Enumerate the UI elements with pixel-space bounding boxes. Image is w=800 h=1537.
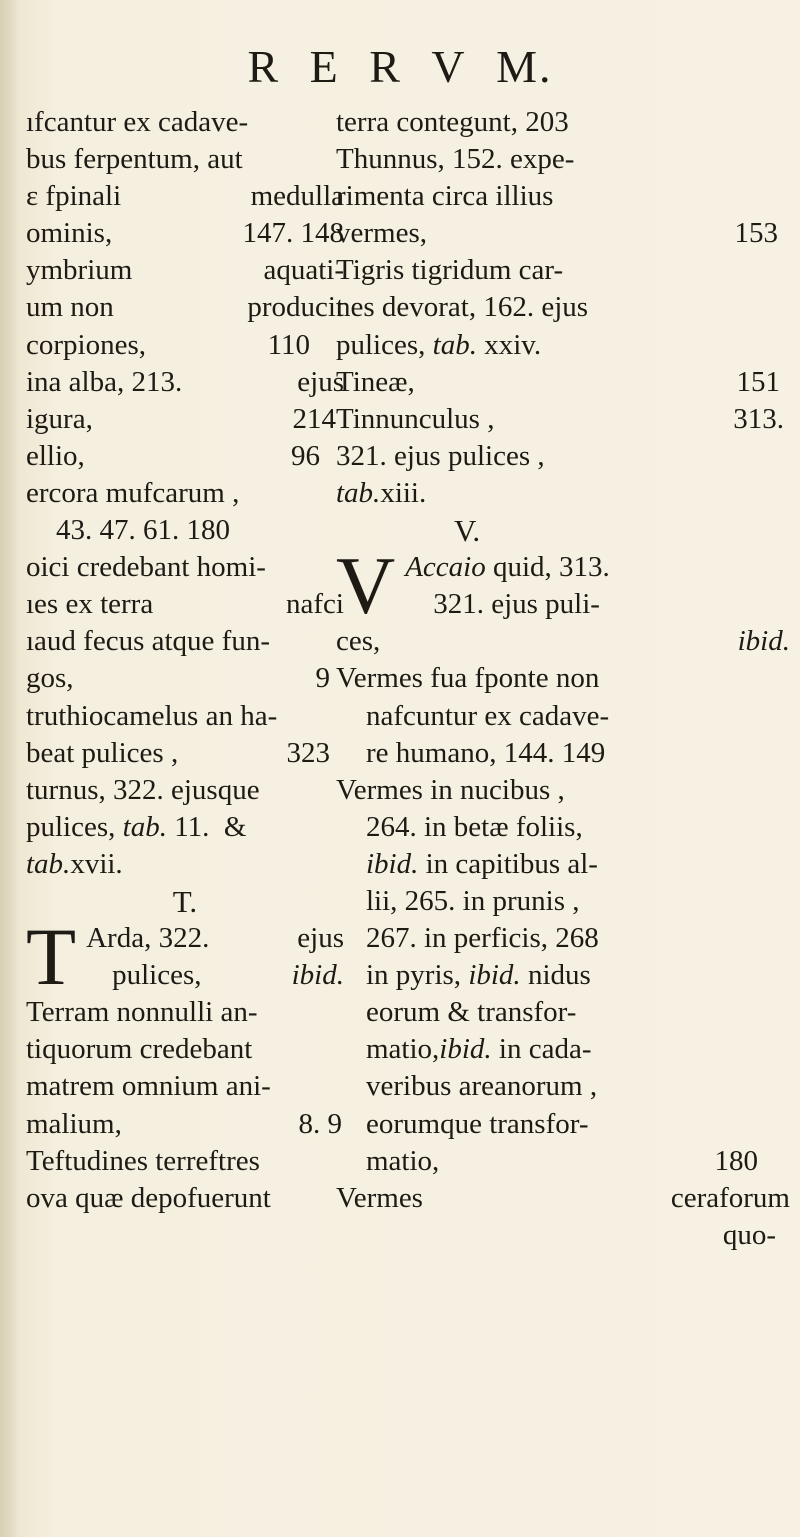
index-line bbox=[336, 1031, 794, 1068]
page-ref: 313. bbox=[733, 402, 784, 435]
index-line bbox=[336, 846, 794, 883]
index-text: 321. ejus puli- bbox=[433, 588, 600, 621]
table-number: xxiv. bbox=[484, 328, 542, 361]
index-text: Teftudines terreftres bbox=[26, 1144, 260, 1177]
index-column-left bbox=[26, 104, 344, 1217]
index-line bbox=[405, 586, 794, 623]
page-ref: 43. 47. 61. 180 bbox=[56, 514, 230, 547]
index-text: ina alba, 213. bbox=[26, 365, 183, 398]
index-text: quid, 313. bbox=[492, 551, 610, 584]
ibid-ref: ibid. bbox=[439, 1033, 492, 1066]
index-line bbox=[26, 1031, 344, 1068]
index-text: matio, bbox=[366, 1033, 440, 1066]
index-line bbox=[336, 141, 794, 178]
table-number: xvii. bbox=[70, 847, 123, 880]
index-line bbox=[336, 1180, 794, 1217]
index-line bbox=[26, 289, 344, 326]
index-text: ova quæ depofuerunt bbox=[26, 1181, 271, 1214]
index-text: aquati- bbox=[263, 254, 344, 287]
index-line bbox=[26, 104, 344, 141]
index-line bbox=[336, 920, 794, 957]
index-text: eorumque transfor- bbox=[366, 1107, 589, 1140]
index-text: pulices, bbox=[336, 328, 426, 361]
catchword-text: quo- bbox=[722, 1218, 776, 1251]
index-text: nes devorat, 162. ejus bbox=[336, 291, 589, 324]
index-text: oici credebant homi- bbox=[26, 551, 266, 584]
index-line bbox=[336, 735, 794, 772]
index-line bbox=[26, 252, 344, 289]
index-text: vermes, bbox=[336, 217, 427, 250]
index-line bbox=[26, 438, 344, 475]
index-text: eorum & transfor- bbox=[366, 996, 577, 1029]
index-text: veribus areanorum , bbox=[366, 1070, 598, 1103]
page-ref: 180 bbox=[714, 1144, 758, 1177]
index-text: matrem omnium ani- bbox=[26, 1070, 271, 1103]
index-text: in cada- bbox=[498, 1033, 592, 1066]
index-line bbox=[86, 920, 344, 957]
index-text: corpiones, bbox=[26, 328, 146, 361]
section-heading: V. bbox=[454, 513, 481, 549]
header-letter: R bbox=[247, 41, 281, 92]
table-ref: tab. bbox=[122, 810, 167, 843]
table-number: 11. bbox=[174, 810, 210, 843]
index-line bbox=[405, 549, 794, 586]
index-line bbox=[336, 252, 794, 289]
index-text: ıfcantur ex cadave- bbox=[26, 106, 249, 138]
index-text: Vermes bbox=[336, 1181, 423, 1214]
index-column-right bbox=[336, 104, 794, 1254]
page-ref: 96 bbox=[291, 439, 320, 472]
index-text: nafcuntur ex cadave- bbox=[366, 699, 610, 732]
index-line bbox=[26, 475, 344, 512]
index-text: in capitibus al- bbox=[425, 847, 598, 880]
index-line bbox=[26, 1143, 344, 1180]
index-text: medulla bbox=[250, 180, 344, 213]
index-line bbox=[336, 1068, 794, 1105]
ibid-ref: ibid. bbox=[291, 959, 344, 992]
index-text: matio, bbox=[366, 1144, 440, 1177]
index-line bbox=[336, 883, 794, 920]
index-text: turnus, 322. ejusque bbox=[26, 773, 260, 806]
index-text: Accaio bbox=[405, 551, 486, 584]
index-text: lii, 265. in prunis , bbox=[366, 884, 580, 917]
section-letter bbox=[336, 512, 794, 549]
index-line bbox=[26, 401, 344, 438]
index-line bbox=[26, 698, 344, 735]
index-line bbox=[26, 1180, 344, 1217]
page-ref: 8. 9 bbox=[298, 1107, 342, 1140]
table-number: xiii. bbox=[380, 476, 427, 509]
index-text: tiquorum credebant bbox=[26, 1033, 253, 1066]
index-line bbox=[336, 475, 794, 512]
index-line bbox=[336, 289, 794, 326]
index-text: ercora mufcarum , bbox=[26, 476, 240, 509]
index-line bbox=[26, 623, 344, 660]
index-line bbox=[26, 549, 344, 586]
header-letter: V bbox=[431, 41, 467, 92]
index-text: ellio, bbox=[26, 439, 85, 472]
dropcap-entry bbox=[336, 540, 794, 632]
index-line bbox=[26, 512, 344, 549]
index-text: ɛ fpinali bbox=[26, 180, 122, 213]
running-header bbox=[0, 40, 800, 93]
index-line bbox=[336, 215, 794, 252]
index-line bbox=[26, 660, 344, 697]
page-ref: 214 bbox=[292, 402, 336, 435]
index-text: nafci bbox=[286, 588, 344, 621]
index-text: ceraforum bbox=[670, 1181, 790, 1214]
index-line bbox=[336, 623, 794, 660]
index-text: nidus bbox=[527, 959, 591, 992]
page-gutter bbox=[0, 0, 18, 1537]
index-line bbox=[336, 178, 794, 215]
index-text: rimenta circa illius bbox=[336, 180, 554, 213]
index-line bbox=[336, 327, 794, 364]
index-text: malium, bbox=[26, 1107, 122, 1140]
index-line bbox=[336, 698, 794, 735]
ibid-ref: ibid. bbox=[366, 847, 419, 880]
index-line bbox=[26, 1068, 344, 1105]
index-text: Vermes fua fponte non bbox=[336, 662, 600, 695]
section-heading: T. bbox=[172, 883, 198, 919]
index-line bbox=[336, 1143, 794, 1180]
page-ref: 110 bbox=[267, 328, 310, 361]
index-line bbox=[26, 178, 344, 215]
index-text: 267. in perficis, 268 bbox=[366, 922, 599, 955]
index-text: Vermes in nucibus , bbox=[336, 773, 565, 806]
index-line bbox=[336, 957, 794, 994]
index-line bbox=[336, 994, 794, 1031]
index-line bbox=[336, 772, 794, 809]
index-line bbox=[336, 660, 794, 697]
index-line bbox=[26, 735, 344, 772]
index-text: ymbrium bbox=[26, 254, 133, 287]
index-text: ıaud fecus atque fun- bbox=[26, 625, 270, 658]
page-ref: 151 bbox=[736, 365, 780, 398]
dropcap-entry bbox=[26, 911, 344, 1003]
index-line bbox=[336, 401, 794, 438]
index-text: Arda, 322. bbox=[86, 922, 210, 955]
index-text: ıes ex terra bbox=[26, 588, 154, 621]
header-letter: E bbox=[309, 41, 340, 92]
table-ref: tab. bbox=[26, 847, 71, 880]
index-text: Tigris tigridum car- bbox=[336, 254, 564, 287]
page-ref: 323 bbox=[286, 736, 330, 769]
index-text: pulices, bbox=[26, 810, 116, 843]
index-text: beat pulices , bbox=[26, 736, 179, 769]
index-line bbox=[26, 364, 344, 401]
index-text: producit bbox=[247, 291, 344, 324]
index-text: gos, bbox=[26, 662, 74, 695]
index-line bbox=[336, 438, 794, 475]
index-text: Tinnunculus , bbox=[336, 402, 495, 435]
index-line bbox=[336, 104, 794, 141]
index-line bbox=[336, 364, 794, 401]
ampersand: & bbox=[223, 810, 247, 843]
index-text: 264. in betæ foliis, bbox=[366, 810, 583, 843]
index-text: re humano, 144. 149 bbox=[366, 736, 606, 769]
index-text: truthiocamelus an ha- bbox=[26, 699, 278, 732]
page-ref: 9 bbox=[315, 662, 330, 695]
index-line bbox=[86, 957, 344, 994]
table-ref: tab. bbox=[432, 328, 477, 361]
drop-capital: T bbox=[26, 911, 77, 1003]
catchword bbox=[336, 1217, 794, 1254]
index-line bbox=[26, 1106, 344, 1143]
index-line bbox=[26, 994, 344, 1031]
index-line bbox=[26, 215, 344, 252]
index-text: terra contegunt, 203 bbox=[336, 106, 569, 138]
header-letter: M. bbox=[496, 41, 553, 92]
drop-capital: V bbox=[336, 540, 396, 632]
index-text: Tineæ, bbox=[336, 365, 415, 398]
index-line bbox=[336, 809, 794, 846]
page-ref: 147. 148 bbox=[242, 217, 344, 250]
index-text: Terram nonnulli an- bbox=[26, 996, 258, 1029]
index-text: ejus bbox=[297, 365, 344, 398]
index-text: 321. ejus pulices , bbox=[336, 439, 545, 472]
index-line bbox=[26, 809, 344, 846]
index-text: ominis, bbox=[26, 217, 113, 250]
index-text: bus ferpentum, aut bbox=[26, 143, 243, 176]
index-text: igura, bbox=[26, 402, 93, 435]
index-text: ces, bbox=[336, 625, 381, 658]
index-line bbox=[26, 586, 344, 623]
ibid-ref: ibid. bbox=[468, 959, 521, 992]
table-ref: tab. bbox=[336, 476, 381, 509]
index-text: ejus bbox=[297, 922, 344, 955]
index-text: pulices, bbox=[112, 959, 202, 992]
ibid-ref: ibid. bbox=[737, 625, 790, 658]
index-line bbox=[26, 141, 344, 178]
index-text: Thunnus, 152. expe- bbox=[336, 143, 575, 176]
header-letter: R bbox=[369, 41, 402, 92]
index-line bbox=[336, 1106, 794, 1143]
index-text: in pyris, bbox=[366, 959, 462, 992]
page-ref: 153 bbox=[734, 217, 778, 250]
index-line bbox=[26, 772, 344, 809]
index-text: um non bbox=[26, 291, 114, 324]
index-line bbox=[26, 846, 344, 883]
index-line bbox=[26, 327, 344, 364]
